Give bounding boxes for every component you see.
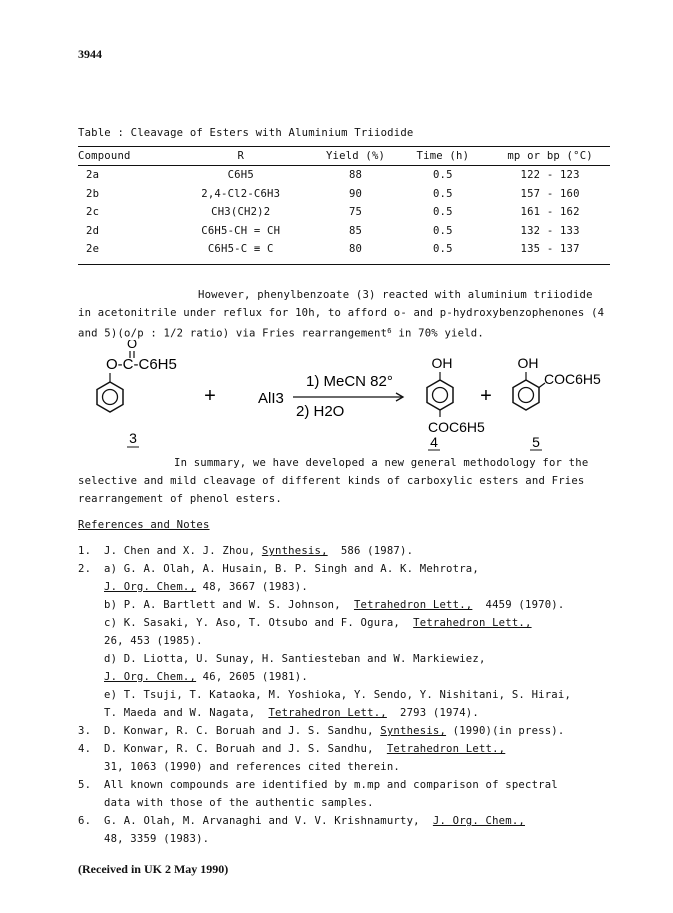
cell-time: 0.5 (432, 224, 453, 237)
journal-name: J. Org. Chem., (104, 671, 197, 683)
reference-2a-cont (78, 578, 308, 596)
ref-citation: 26, 453 (1985). (104, 635, 203, 647)
reference-4-cont (78, 758, 400, 776)
ref-text: D. Konwar, R. C. Boruah and J. S. Sandhu, (104, 743, 374, 755)
table-row (78, 203, 610, 222)
footnote-ref: 6 (387, 326, 392, 335)
cell-mp: 135 - 137 (490, 240, 610, 264)
cell-time: 0.5 (395, 240, 490, 264)
ref-number: 6. (78, 815, 92, 827)
journal-name: Synthesis, (380, 725, 447, 737)
para-group-label: COC6H5 (428, 419, 485, 435)
cell-yield: 80 (316, 240, 396, 264)
esters-table (78, 146, 610, 265)
ortho-group-label: COC6H5 (544, 371, 601, 387)
reference-2d (78, 650, 486, 668)
ref-citation: 31, 1063 (1990) and references cited therein. (104, 761, 401, 773)
plus-sign: + (204, 385, 216, 407)
condition-1: 1) MeCN 82° (306, 373, 393, 390)
ref-text: a) G. A. Olah, A. Husain, B. P. Singh and A. K. Mehrotra, (104, 563, 479, 575)
reference-6 (78, 812, 525, 830)
page-number: 3944 (78, 47, 102, 61)
cell-yield: 88 (348, 169, 363, 181)
header-r: R (166, 147, 316, 166)
cell-mp: 161 - 162 (520, 206, 580, 218)
reference-2e (78, 686, 571, 704)
table-row (78, 185, 610, 204)
compound-5-structure (513, 355, 601, 450)
ref-text: b) P. A. Bartlett and W. S. Johnson, (104, 599, 341, 611)
header-yield: Yield (%) (316, 147, 396, 166)
table-row (78, 166, 610, 185)
cell-compound: 2e (78, 240, 166, 264)
ref-text: G. A. Olah, M. Arvanaghi and V. V. Krishnamurty, (104, 815, 420, 827)
cell-time: 0.5 (432, 169, 453, 181)
reference-4 (78, 740, 505, 758)
table-caption: Table : Cleavage of Esters with Aluminium Triiodide (78, 127, 414, 139)
cell-compound: 2a (86, 169, 100, 181)
journal-name: Tetrahedron Lett., (268, 707, 387, 719)
plus-sign-2: + (480, 385, 492, 407)
compound-3-structure (97, 340, 177, 447)
reference-3 (78, 722, 564, 740)
oh-label-2: OH (517, 355, 539, 371)
ref-citation: 4459 (1970). (485, 599, 565, 611)
ref-citation: 2793 (1974). (400, 707, 479, 719)
label-compound-5: 5 (532, 434, 540, 450)
label-compound-4: 4 (430, 434, 438, 450)
ref-text: d) D. Liotta, U. Sunay, H. Santiesteban and W. Markiewiez, (104, 653, 486, 665)
ref-text: e) T. Tsuji, T. Kataoka, M. Yoshioka, Y. Sendo, Y. Nishitani, S. Hirai, (104, 689, 572, 701)
paragraph-fries-text: However, phenylbenzoate (3) reacted with aluminium triiodide in acetonitrile under reflux for 10h, to afford o- and p-hydroxybenzophenones (4 and 5)(o/p : 1/2 ratio) via Fries rearrangement (78, 289, 605, 340)
header-time: Time (h) (395, 147, 490, 166)
paragraph-summary: In summary, we have developed a new general methodology for the selective and mild cleavage of different kinds of carboxylic esters and Fries rearrangement of phenol esters. (78, 457, 589, 505)
cell-time: 0.5 (432, 206, 453, 218)
table-row (78, 222, 610, 241)
oh-label: OH (431, 355, 453, 371)
table-row (78, 240, 610, 264)
ref-number: 4. (78, 743, 92, 755)
reference-2e-cont (78, 704, 479, 722)
ref-citation: 586 (1987). (340, 545, 414, 557)
cell-compound: 2b (86, 187, 100, 200)
reference-2c (78, 614, 532, 632)
journal-name: Synthesis, (261, 545, 328, 557)
reference-5 (78, 776, 558, 794)
condition-2: 2) H2O (296, 403, 345, 420)
reference-2a (78, 560, 479, 578)
journal-name: Tetrahedron Lett., (353, 599, 473, 611)
ref-text: data with those of the authentic samples. (104, 797, 374, 809)
ref-citation: (1990)(in press). (452, 725, 565, 737)
reference-2d-cont (78, 668, 308, 686)
compound-4-structure (427, 355, 485, 450)
received-date: (Received in UK 2 May 1990) (78, 862, 229, 876)
references-title: References and Notes (78, 519, 210, 531)
cell-r: C6H5-C ≡ C (166, 240, 316, 264)
ref-text: c) K. Sasaki, Y. Aso, T. Otsubo and F. Ogura, (104, 617, 401, 629)
header-compound: Compound (78, 147, 166, 166)
ref-number: 1. (78, 545, 92, 557)
carbonyl-oxygen: O (126, 340, 138, 351)
cell-yield: 85 (348, 224, 363, 237)
cell-compound: 2d (86, 224, 100, 237)
ref-text: T. Maeda and W. Nagata, (104, 707, 256, 719)
cell-mp: 157 - 160 (520, 187, 580, 200)
reference-1 (78, 542, 413, 560)
cell-yield: 90 (348, 187, 363, 200)
paragraph-fries-end: in 70% yield. (391, 327, 484, 340)
reference-2b (78, 596, 564, 614)
ref-citation: 46, 2605 (1981). (202, 671, 308, 683)
paragraph-fries (78, 286, 610, 343)
ref-number: 3. (78, 725, 92, 737)
ref-number: 2. (78, 563, 92, 575)
reference-2c-cont (78, 632, 203, 650)
ref-text: All known compounds are identified by m.mp and comparison of spectral (104, 779, 558, 791)
reference-5-cont (78, 794, 374, 812)
journal-name: J. Org. Chem., (104, 581, 197, 593)
journal-name: Tetrahedron Lett., (386, 743, 506, 755)
reference-6-cont (78, 830, 209, 848)
cell-time: 0.5 (432, 187, 453, 200)
reagent-alI3: AlI3 (258, 390, 284, 407)
ref-number: 5. (78, 779, 92, 791)
ester-group-label: O-C-C6H5 (106, 356, 177, 373)
fries-reaction-scheme (78, 340, 610, 455)
cell-mp: 132 - 133 (520, 224, 580, 237)
table-header-row (78, 147, 610, 166)
cell-yield: 75 (348, 206, 363, 218)
ref-citation: 48, 3359 (1983). (104, 833, 210, 845)
ref-text: D. Konwar, R. C. Boruah and J. S. Sandhu, (104, 725, 374, 737)
cell-mp: 122 - 123 (520, 169, 580, 181)
cell-r: C6H5-CH = CH (201, 224, 281, 237)
cell-compound: 2c (86, 206, 100, 218)
cell-r: CH3(CH2)2 (211, 206, 271, 218)
cell-r: C6H5 (227, 169, 254, 181)
ref-citation: 48, 3667 (1983). (202, 581, 308, 593)
cell-r: 2,4-Cl2-C6H3 (201, 187, 281, 200)
ref-text: J. Chen and X. J. Zhou, (104, 545, 256, 557)
label-compound-3: 3 (129, 430, 137, 446)
header-mp: mp or bp (°C) (490, 147, 610, 166)
journal-name: J. Org. Chem., (432, 815, 525, 827)
journal-name: Tetrahedron Lett., (413, 617, 532, 629)
